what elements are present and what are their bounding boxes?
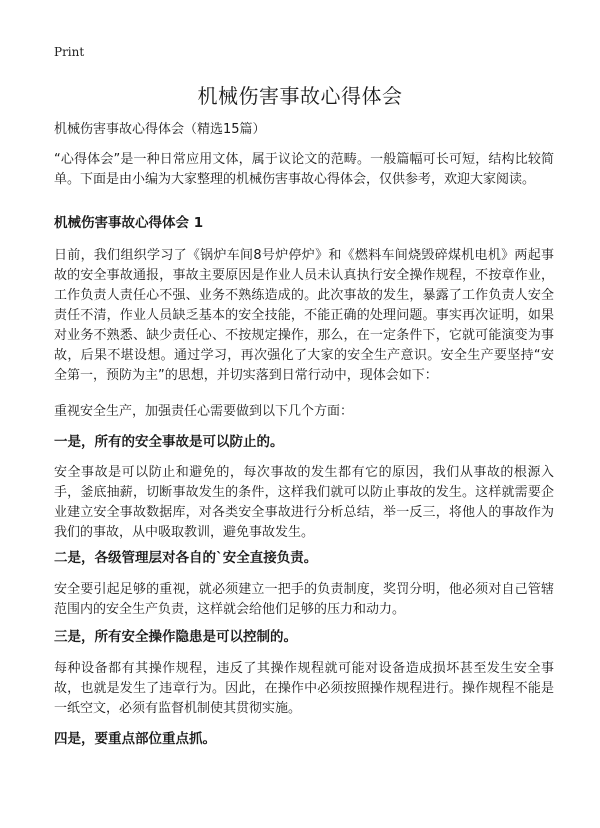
intro-paragraph: “心得体会”是一种日常应用文体，属于议论文的范畴。一般篇幅可长可短，结构比较简单。下面是由小编为大家整理的机械伤害事故心得体会，仅供参考，欢迎大家阅读。	[54, 152, 554, 187]
point-2-heading: 二是，各级管理层对各自的`安全直接负责。	[54, 550, 318, 566]
paragraph-2: 重视安全生产，加强责任心需要做到以下几个方面：	[54, 404, 354, 419]
section-heading-1: 机械伤害事故心得体会 1	[54, 215, 204, 231]
point-4-heading: 四是，要重点部位重点抓。	[54, 731, 216, 747]
document-subtitle: 机械伤害事故心得体会（精选15篇）	[54, 122, 266, 137]
point-3-text: 每种设备都有其操作规程，违反了其操作规程就可能对设备造成损坏甚至发生安全事故，也就是发生了违章行为。因此，在操作中必须按照操作规程进行。操作规程不能是一纸空文，必须有监督机制使其贯彻实施。	[54, 661, 554, 716]
point-1-heading: 一是，所有的安全事故是可以防止的。	[54, 434, 284, 450]
point-1-text: 安全事故是可以防止和避免的，每次事故的发生都有它的原因，我们从事故的根源入手，釜底抽薪，切断事故发生的条件，这样我们就可以防止事故的发生。这样就需要企业建立安全事故数据库，对各类安全事故进行分析总结，举一反三，将他人的事故作为我们的事故，从中吸取教训，避免事故发生。	[54, 465, 554, 540]
point-2-text: 安全要引起足够的重视，就必须建立一把手的负责制度，奖罚分明，他必须对自己管辖范围内的安全生产负责，这样就会给他们足够的压力和动力。	[54, 582, 554, 617]
paragraph-1: 日前，我们组织学习了《锅炉车间8号炉停炉》和《燃料车间烧毁碎煤机电机》两起事故的安全事故通报，事故主要原因是作业人员未认真执行安全操作规程，不按章作业，工作负责人责任心不强、业务不熟练造成的。此次事故的发生，暴露了工作负责人安全责任不清，作业人员缺乏基本的安全技能，不能正确的处理问题。事实再次证明，如果对业务不熟悉、缺少责任心、不按规定操作，那么，在一定条件下，它就可能演变为事故，后果不堪设想。通过学习，再次强化了大家的安全生产意识。安全生产要坚持“安全第一，预防为主”的思想，并切实落到日常行动中，现体会如下：	[54, 248, 554, 383]
print-link[interactable]: Print	[54, 45, 85, 59]
point-3-heading: 三是，所有安全操作隐患是可以控制的。	[54, 629, 297, 645]
document-title: 机械伤害事故心得体会	[197, 84, 403, 108]
